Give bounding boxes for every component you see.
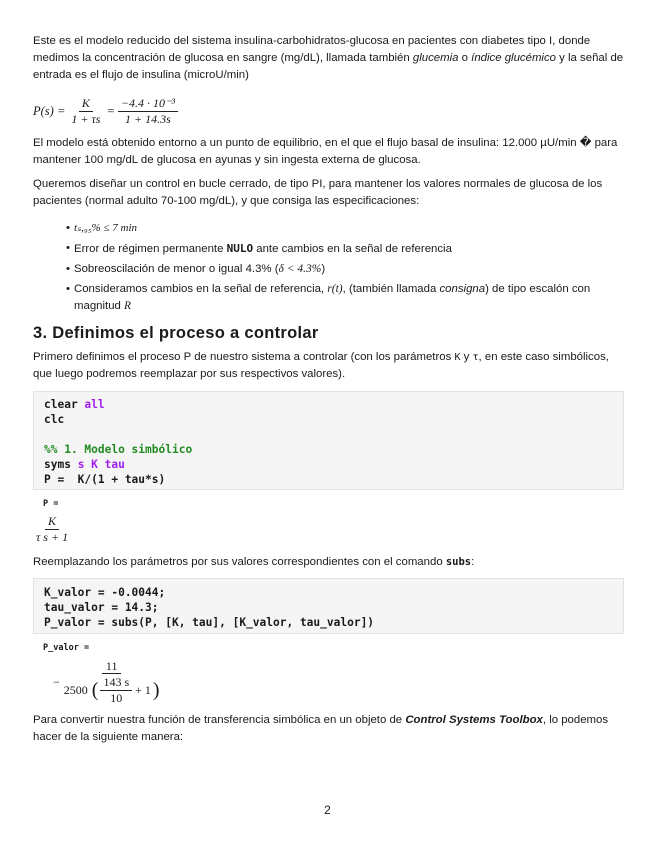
equation-fraction-2 <box>118 97 178 126</box>
subs-paragraph <box>33 554 626 571</box>
code-block-symbolic-model[interactable] <box>33 391 624 490</box>
section-text-b: , en este caso simbólicos, que luego podremos reemplazar por sus respectivos valores). <box>33 351 609 380</box>
specifications-list <box>33 220 626 318</box>
subs-text-a: Reemplazando los parámetros por sus valores correspondientes con el comando <box>33 556 446 568</box>
intro-paragraph <box>33 33 626 84</box>
spec-item-settling-time <box>33 220 626 237</box>
intro-text-b: o <box>458 52 472 64</box>
section-param-k: K <box>454 352 461 363</box>
spec-ref-text-c: ) de tipo escalón con magnitud <box>74 283 591 312</box>
output-plus-one: + 1 <box>135 683 151 697</box>
code-all-arg: all <box>84 398 105 411</box>
output-p-valor-expression <box>33 659 626 705</box>
spec-ref-math-R: R <box>124 300 132 312</box>
equation-fraction-1 <box>68 97 103 126</box>
spec-ref-text-b: , (también llamada <box>342 283 440 295</box>
spec-error-text-c: ante cambios en la señal de referencia <box>253 243 452 255</box>
section-3-heading-wrap <box>33 324 626 343</box>
equation-lhs: P(s) = <box>33 103 66 118</box>
section-3-paragraph <box>33 349 626 383</box>
final-paragraph <box>33 712 626 746</box>
spec-error-nulo: NULO <box>226 242 254 255</box>
spec-item-steady-state-error <box>33 240 626 258</box>
design-goal-paragraph <box>33 176 626 210</box>
section-text-a: Primero definimos el proceso P de nuestro sistema a controlar (con los parámetros <box>33 351 455 363</box>
intro-text-c: y la señal de entrada es el flujo de insulina (microU/min) <box>33 52 624 81</box>
equilibrium-text: El modelo está obtenido entorno a un punto de equilibrio, en el que el flujo basal de insulina: 12.000 µU/min � para mantener 100 mg/dL de glucosa en ayunas y sin ingesta externa de glucosa. <box>33 137 618 166</box>
output-p-valor <box>33 643 626 705</box>
output-p-valor-numerator: 11 <box>102 659 122 674</box>
spec-settling-math: tₛ,₉₅% ≤ 7 min <box>74 222 138 234</box>
bullet-icon: • <box>66 263 70 275</box>
bullet-icon: • <box>66 283 70 295</box>
code-line-k-valor: K_valor = -0.0044; <box>44 586 166 599</box>
output-p <box>33 499 626 544</box>
transfer-function-equation <box>33 95 626 127</box>
spec-overshoot-text-b: ) <box>321 263 326 275</box>
output-p-denominator: τ s + 1 <box>36 530 69 544</box>
intro-text-a: Este es el modelo reducido del sistema insulina-carbohidratos-glucosa en pacientes con diabetes tipo I, donde medimos la concentración de glucosa en sangre (mg/dL), llamada también <box>33 35 591 64</box>
spec-overshoot-math: δ < 4.3% <box>278 263 322 275</box>
section-text-y: y <box>460 351 473 363</box>
code-syms-kw: syms <box>44 458 78 471</box>
output-p-fraction <box>33 515 71 544</box>
output-inner-den: 10 <box>110 691 123 705</box>
paren-close-icon: ) <box>152 679 160 701</box>
output-p-valor-label: P_valor = <box>43 643 90 653</box>
output-p-expression <box>33 515 626 544</box>
code-line-clear <box>34 397 623 412</box>
spec-ref-em-consigna: consigna <box>439 283 486 295</box>
code-clear-kw: clear <box>44 398 85 411</box>
final-toolbox-name: Control Systems Toolbox <box>405 714 543 726</box>
section-heading: 3. Definimos el proceso a controlar <box>33 324 319 342</box>
bullet-icon: • <box>66 222 70 234</box>
page-number: 2 <box>324 803 331 817</box>
code-syms-args: s K tau <box>77 458 125 471</box>
spec-item-reference <box>33 281 626 315</box>
code-line-syms <box>34 457 623 472</box>
subs-command: subs <box>445 556 472 568</box>
equation-equals: = <box>106 103 115 118</box>
code-line-blank <box>34 427 623 442</box>
code-line-tau-valor: tau_valor = 14.3; <box>44 601 159 614</box>
equation-f1-denominator: 1 + τs <box>71 111 101 126</box>
output-coef: 2500 <box>63 683 88 697</box>
equation-f2-numerator: −4.4 · 10⁻³ <box>118 97 178 112</box>
equation-f2-denominator: 1 + 14.3s <box>125 111 171 126</box>
output-neg-sign: − <box>53 674 60 689</box>
intro-em-indice: índice glucémico <box>471 52 556 64</box>
bullet-icon: • <box>66 242 70 254</box>
output-p-numerator: K <box>45 515 59 530</box>
spec-ref-math-rt: r(t) <box>327 283 343 295</box>
equilibrium-paragraph <box>33 135 626 169</box>
intro-em-glucemia: glucemia <box>412 52 459 64</box>
code-line-clc: clc <box>44 413 65 426</box>
output-inner-num: 143 s <box>100 676 132 691</box>
section-param-tau: τ <box>472 352 479 363</box>
paren-open-icon: ( <box>91 679 99 701</box>
code-line-comment: %% 1. Modelo simbólico <box>44 443 193 456</box>
spec-item-overshoot <box>33 261 626 278</box>
design-goal-text: Queremos diseñar un control en bucle cerrado, de tipo PI, para mantener los valores normales de glucosa de los pacientes (normal adulto 70-100 mg/dL), y que consiga las especificaciones: <box>33 178 603 207</box>
spec-error-text-a: Error de régimen permanente <box>74 243 227 255</box>
output-inner-fraction <box>100 676 132 705</box>
code-line-p-valor: P_valor = subs(P, [K, tau], [K_valor, tau_valor]) <box>44 616 375 629</box>
spec-overshoot-text-a: Sobreoscilación de menor o igual 4.3% ( <box>74 263 279 275</box>
spec-ref-text-a: Consideramos cambios en la señal de referencia, <box>74 283 328 295</box>
equation-f1-numerator: K <box>79 97 93 112</box>
output-p-valor-denominator <box>62 674 162 705</box>
subs-text-c: : <box>471 556 475 568</box>
code-line-p-def: P = K/(1 + tau*s) <box>44 473 166 486</box>
output-p-valor-fraction <box>62 659 162 705</box>
final-text-c: , lo podemos hacer de la siguiente manera: <box>33 714 609 743</box>
code-block-substitution[interactable] <box>33 578 624 634</box>
final-text-a: Para convertir nuestra función de transferencia simbólica en un objeto de <box>33 714 406 726</box>
output-p-label: P = <box>43 499 59 509</box>
